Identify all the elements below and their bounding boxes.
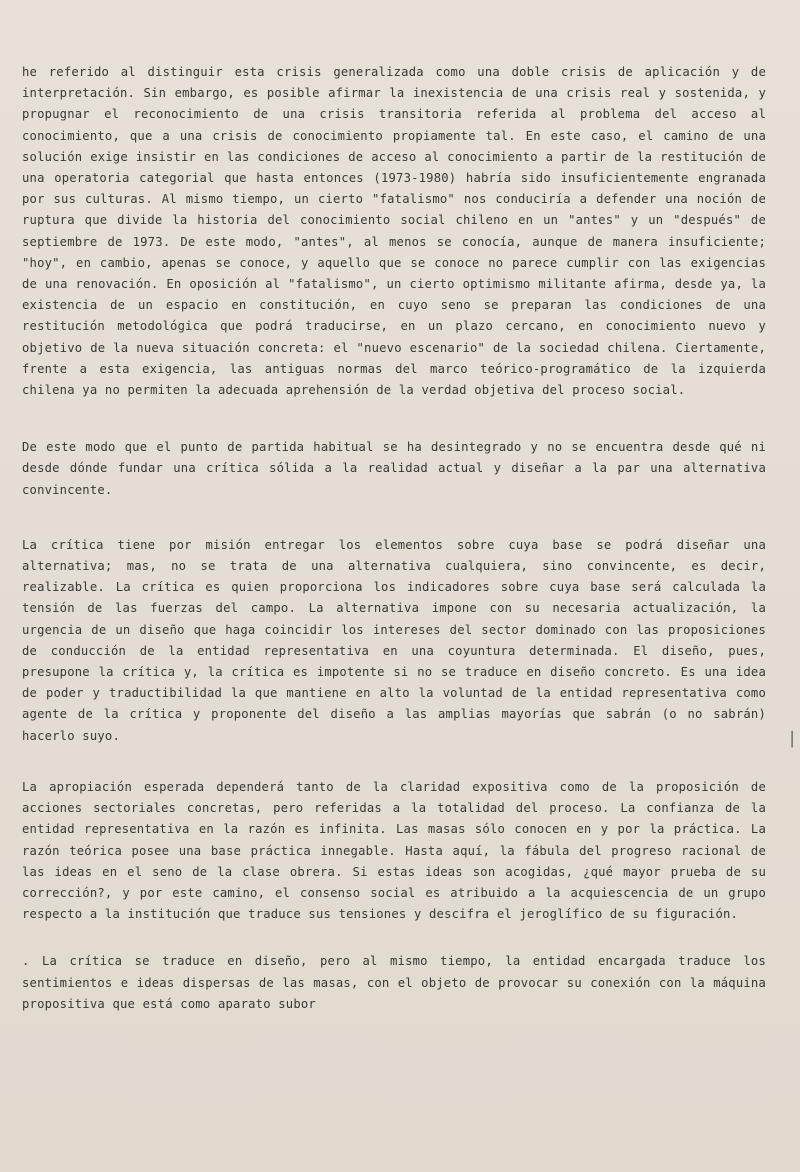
paragraph-1: he referido al distinguir esta crisis generalizada como una doble crisis de aplicación y de interpretación. Sin embargo, es posible afirmar la inexistencia de una crisis real y sostenida, y propugnar el reconocimiento de una crisis transitoria referida al problema del acceso al conocimiento, que a una crisis de conocimiento propiamente tal. En este caso, el camino de una solución exige insistir en las condiciones de acceso al conocimiento a partir de la restitución de una operatoria categorial que hasta entonces (1973-1980) habría sido insuficientemente engranada por sus culturas. Al mismo tiempo, un cierto "fatalismo" nos conduciría a defender una noción de ruptura que divide la historia del conocimiento social chileno en un "antes" y un "después" de septiembre de 1973. De este modo, "antes", al menos se conocía, aunque de manera insuficiente; "hoy", en cambio, apenas se conoce, y aquello que se conoce no parece cumplir con las exigencias de una renovación. En oposición al "fatalismo", un cierto optimismo militante afirma, desde ya, la existencia de un espacio en constitución, en cuyo seno se preparan las condiciones de una restitución metodológica que podrá traducirse, en un plazo cercano, en conocimiento nuevo y objetivo de la nueva situación concreta: el "nuevo escenario" de la sociedad chilena. Ciertamente, frente a esta exigencia, las antiguas normas del marco teórico-programático de la izquierda chilena ya no permiten la adecuada aprehensión de la verdad objetiva del proceso social. <box>22 65 766 398</box>
paragraph-3: La crítica tiene por misión entregar los elementos sobre cuya base se podrá diseñar una alternativa; mas, no se trata de una alternativa cualquiera, sino convincente, es decir, realizable. La crítica es quien proporciona los indicadores sobre cuya base será calculada la tensión de las fuerzas del campo. La alternativa impone con su necesaria actualización, la urgencia de un diseño que haga coincidir los intereses del sector dominado con las proposiciones de conducción de la entidad representativa en una coyuntura determinada. El diseño, pues, presupone la crítica y, la crítica es impotente si no se traduce en diseño concreto. Es una idea de poder y traductibilidad la que mantiene en alto la voluntad de la entidad representativa como agente de la crítica y proponente del diseño a las amplias mayorías que sabrán (o no sabrán) hacerlo suyo. <box>22 537 766 743</box>
paragraph-2: De este modo que el punto de partida habitual se ha desintegrado y no se encuentra desde qué ni desde dónde fundar una crítica sólida a la realidad actual y diseñar a la par una alternativa convincente. <box>22 440 766 497</box>
paragraph-5: . La crítica se traduce en diseño, pero al mismo tiempo, la entidad encargada traduce los sentimientos e ideas dispersas de las masas, con el objeto de provocar su conexión con la máquina propositiva que está como aparato subor <box>22 954 766 1011</box>
margin-mark: │ <box>788 732 797 748</box>
paragraph-4: La apropiación esperada dependerá tanto de la claridad expositiva como de la proposición de acciones sectoriales concretas, pero referidas a la totalidad del proceso. La confianza de la entidad representativa en la razón es infinita. Las masas sólo conocen en y por la práctica. La razón teórica posee una base práctica innegable. Hasta aquí, la fábula del progreso racional de las ideas en el seno de la clase obrera. Si estas ideas son acogidas, ¿qué mayor prueba de su corrección?, y por este camino, el consenso social es atribuido a la acquiescencia de un grupo respecto a la institución que traduce sus tensiones y descifra el jeroglífico de su figuración. <box>22 779 766 922</box>
